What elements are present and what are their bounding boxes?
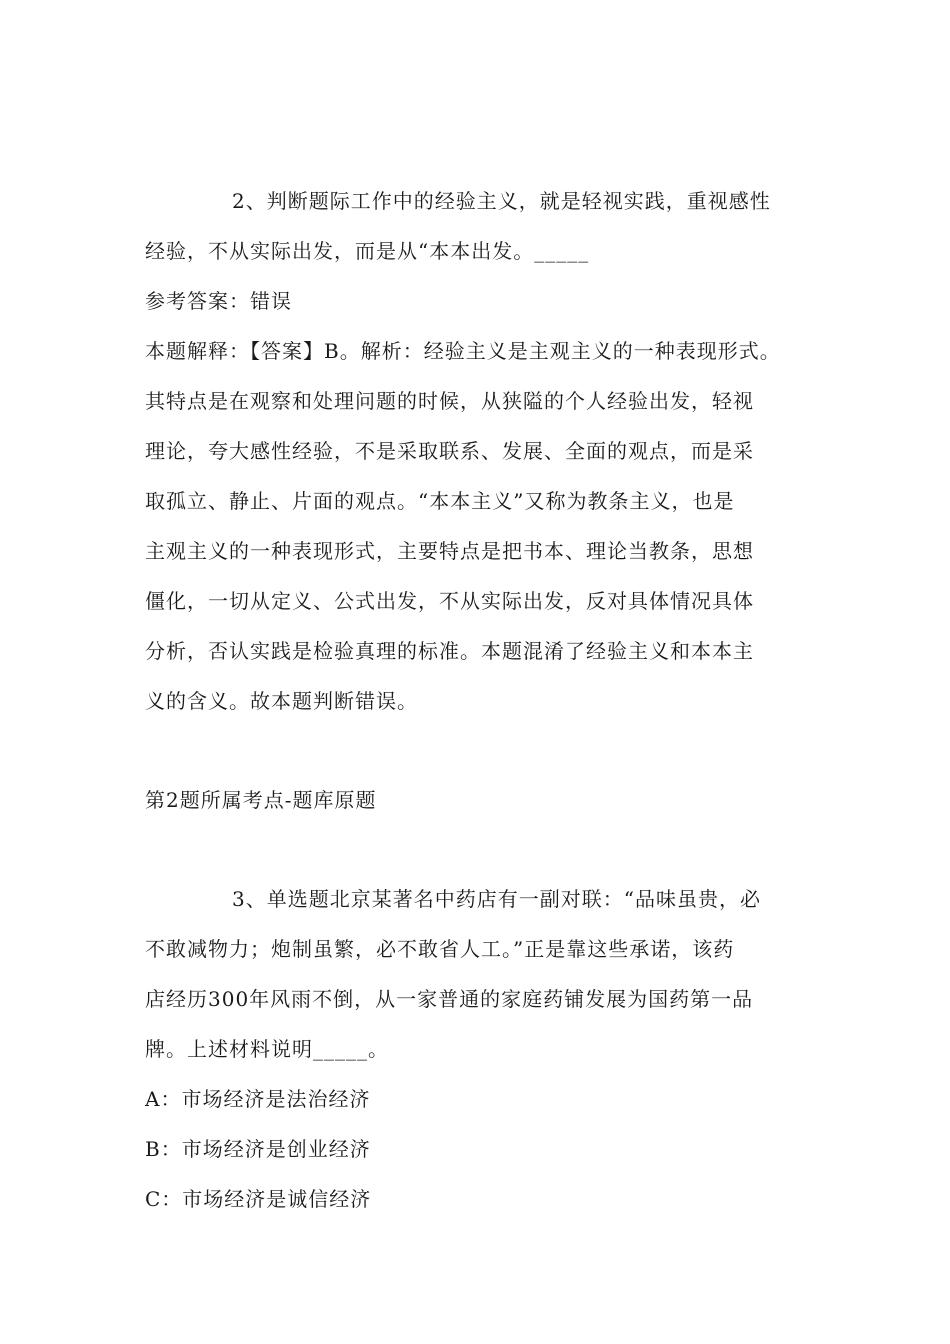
question-3-option-a: A：市场经济是法治经济 — [145, 1087, 371, 1111]
question-2-explanation-line-8: 义的含义。故本题判断错误。 — [145, 689, 418, 713]
question-3-text-line-3: 店经历300年风雨不倒，从一家普通的家庭药铺发展为国药第一品 — [145, 987, 754, 1011]
question-3-option-b: B：市场经济是创业经济 — [145, 1137, 371, 1161]
question-2-explanation-line-2: 其特点是在观察和处理问题的时候，从狭隘的个人经验出发，轻视 — [145, 389, 754, 413]
question-2-text-line-2: 经验，不从实际出发，而是从“本本出发。_____ — [145, 239, 590, 263]
question-2-explanation-line-4: 取孤立、静止、片面的观点。“本本主义”又称为教条主义，也是 — [145, 489, 735, 513]
question-2-explanation-line-5: 主观主义的一种表现形式，主要特点是把书本、理论当教条，思想 — [145, 539, 754, 563]
question-3-text-line-2: 不敢减物力；炮制虽繁，必不敢省人工。”正是靠这些承诺，该药 — [145, 937, 735, 961]
question-2-text-line-1: 2、判断题际工作中的经验主义，就是轻视实践，重视感性 — [232, 189, 771, 213]
question-2-explanation-line-1: 本题解释：【答案】B。解析：经验主义是主观主义的一种表现形式。 — [145, 339, 781, 363]
question-2-topic: 第2题所属考点-题库原题 — [145, 788, 377, 812]
question-2-explanation-line-7: 分析，否认实践是检验真理的标准。本题混淆了经验主义和本本主 — [145, 639, 754, 663]
question-2-answer: 参考答案：错误 — [145, 289, 292, 313]
question-2-explanation-line-6: 僵化，一切从定义、公式出发，不从实际出发，反对具体情况具体 — [145, 589, 754, 613]
question-2-explanation-line-3: 理论，夸大感性经验，不是采取联系、发展、全面的观点，而是采 — [145, 439, 754, 463]
question-3-text-line-4: 牌。上述材料说明_____。 — [145, 1037, 389, 1061]
question-3-option-c: C：市场经济是诚信经济 — [145, 1187, 372, 1211]
question-3-text-line-1: 3、单选题北京某著名中药店有一副对联：“品味虽贵，必 — [232, 887, 761, 911]
